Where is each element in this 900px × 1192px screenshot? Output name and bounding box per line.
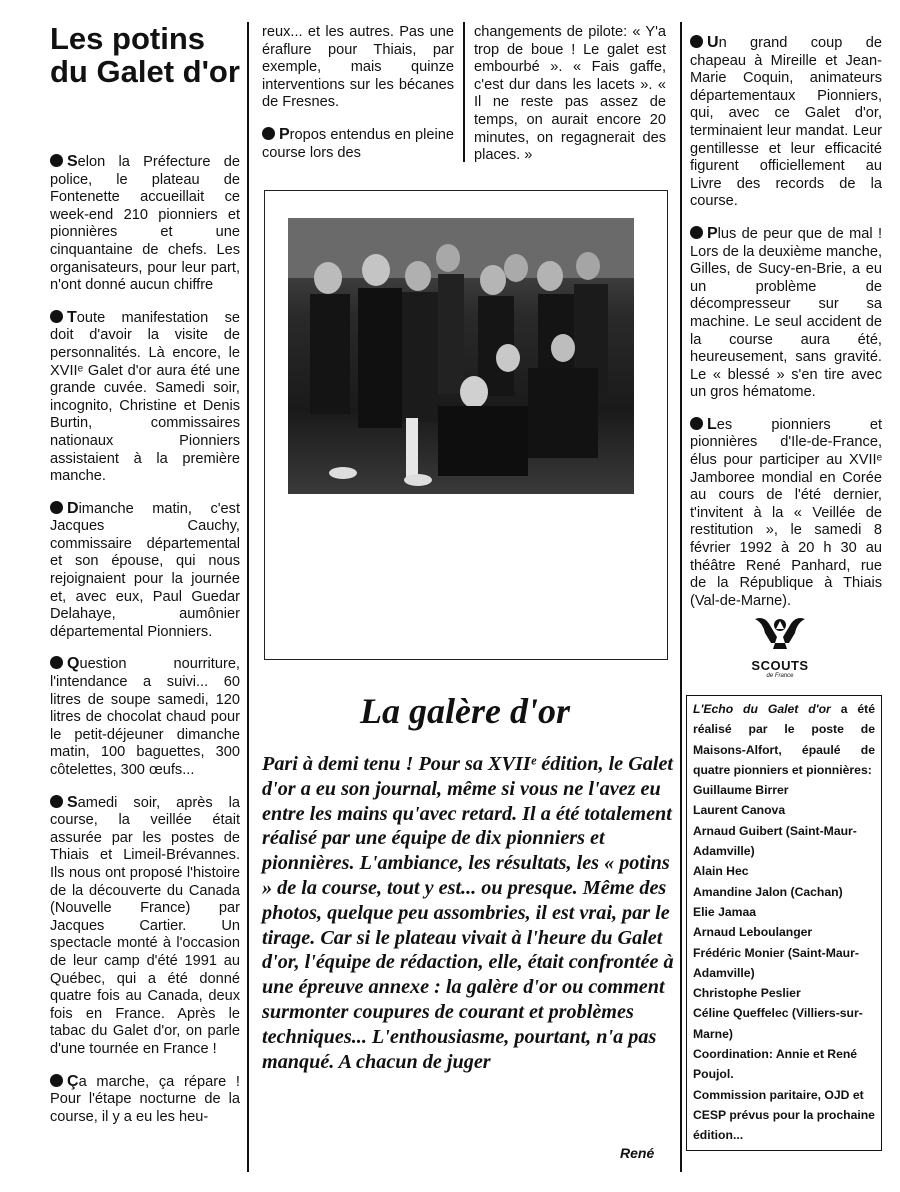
credit-name: Alain Hec: [693, 864, 749, 879]
bullet-icon: [690, 417, 703, 430]
paragraph: [474, 24, 666, 165]
credit-name: Arnaud Leboulanger: [693, 925, 813, 940]
bullet-icon: [690, 35, 703, 48]
credit-name: Christophe Peslier: [693, 986, 801, 1001]
paragraph-text: changements de pilote: « Y'a trop de boue ! Le galet est embourbé ». « Fais gaffe, c'est dur dans les lacets ». « Il ne reste pas assez de temps, on aurait encore 20 minutes, on regagnerait des places. »: [474, 24, 666, 164]
paragraph: [690, 34, 882, 211]
paragraph-text: es pionniers et pionnières d'Ile-de-France, élus pour participer au XVIIᵉ Jamboree mondial en Corée au cours de l'été dernier, t'invitent à la « Veillée de restitution », le samedi 8 février 1992 à 20 h 30 au théâtre René Panhard, rue de la République à Thiais (Val-de-Marne).: [690, 416, 882, 609]
bullet-icon: [50, 501, 63, 514]
galere-signature: René: [620, 1145, 655, 1161]
credit-name: Laurent Canova: [693, 803, 786, 818]
credit-name: Elie Jamaa: [693, 904, 757, 919]
credits-coordination: Coordination: Annie et René Poujol.: [693, 1047, 858, 1082]
group-photo: [288, 218, 634, 494]
paragraph-text: lus de peur que de mal ! Lors de la deuxième manche, Gilles, de Sucy-en-Brie, a eu un problème de décompresseur sur sa machine. Le seul accident de la course aura été, heureusement, sans gravité. Le « blessé » s'en tire avec un gros hématome.: [690, 225, 882, 401]
paragraph-text: n grand coup de chapeau à Mireille et Jean-Marie Coquin, animateurs départementaux Pionniers, qui, avec ce Galet d'or, terminaient leur mandat. Leur gentillesse et leur efficacité figurent officiellement au Livre des records de la course.: [690, 35, 882, 210]
paragraph: [690, 225, 882, 402]
paragraph-text: oute manifestation se doit d'avoir la visite de personnalités. Là encore, le XVIIᵉ Galet d'or aura été une grande cuvée. Samedi soir, incognito, Christine et Denis Burtin, commissaires nationaux Pionniers assistaient à la première manche.: [50, 309, 240, 485]
logo-sub: de France: [766, 673, 794, 679]
drop-initial: U: [707, 34, 719, 51]
column-4: [690, 34, 882, 624]
paragraph-text: uestion nourriture, l'intendance a suivi... 60 litres de soupe samedi, 120 litres de chocolat chaud pour le petit-déjeuner dimanche matin, 100 baguettes, 300 côtelettes, 300 œufs...: [50, 656, 240, 778]
page-title: Les potins du Galet d'or: [50, 21, 240, 89]
credits-intro: [693, 699, 875, 780]
paragraph: [50, 655, 240, 779]
column-rule-1: [247, 22, 249, 1172]
credit-name: Arnaud Guibert (Saint-Maur-Adamville): [693, 823, 857, 859]
drop-initial: Ç: [67, 1072, 79, 1090]
galere-body: Pari à demi tenu ! Pour sa XVIIᵉ édition, le Galet d'or a eu son journal, même si vous ne l'avez eu entre les mains qu'avec retard. Il a été totalement réalisé par une équipe de dix pionniers et pionnières. L'ambiance, les résultats, les « potins » de la course, tout y est... ou presque. Même des photos, quelque peu assombries, il est vrai, par le tirage. Car si le plateau vivait à l'heure du Galet d'or, l'équipe de rédaction, elle, était confrontée à une épreuve annexe : la galère d'or ou comment surmonter coupures de courant et problèmes techniques... L'enthousiasme, pourtant, n'a pas manqué. A chacun de juger: [262, 753, 674, 1073]
paragraph-text: reux... et les autres. Pas une éraflure pour Thiais, par exemple, mais quinze interventions sur les bécanes de Fresnes.: [262, 24, 454, 111]
bullet-icon: [50, 795, 63, 808]
column-rule-2: [463, 22, 465, 162]
scouts-emblem-icon: [751, 613, 809, 653]
column-2: [262, 24, 454, 176]
bullet-icon: [50, 1074, 63, 1087]
bullet-icon: [690, 226, 703, 239]
drop-initial: Q: [67, 655, 80, 673]
drop-initial: P: [279, 125, 290, 143]
drop-initial: S: [67, 793, 78, 811]
column-3: [474, 24, 666, 179]
credit-name: Céline Queffelec (Villiers-sur-Marne): [693, 1006, 863, 1041]
bullet-icon: [50, 310, 63, 323]
drop-initial: D: [67, 499, 79, 517]
scouts-logo: [740, 613, 820, 679]
credit-name: Frédéric Monier (Saint-Maur-Adamville): [693, 945, 859, 980]
paragraph-text: elon la Préfecture de police, le plateau de Fontenette accueillait ce week-end 210 pionniers et pionnières et une cinquantaine de chefs. Les organisateurs, pour leur part, n'ont donné aucun chiffre: [50, 154, 240, 294]
column-1: [50, 153, 240, 1140]
paragraph: [50, 153, 240, 295]
credits-intro-title: L'Echo du Galet d'or: [693, 702, 831, 716]
bullet-icon: [262, 127, 275, 140]
bullet-icon: [50, 154, 63, 167]
drop-initial: T: [67, 308, 77, 326]
credits-intro-text: a été réalisé par le poste de Maisons-Alfort, épaulé de quatre pionniers et pionnières:: [693, 702, 875, 777]
paragraph: [262, 24, 454, 112]
paragraph: [50, 309, 240, 486]
drop-initial: P: [707, 224, 718, 242]
paragraph: [690, 416, 882, 611]
paragraph-text: amedi soir, après la course, la veillée était assurée par les postes de Thiais et Limeil-Brévannes. Ils nous ont proposé l'histoire de la découverte du Canada (Nouvelle France) par Jacques Cartier. Un spectacle monté à l'occasion de leur camp d'été 1991 au Québec, qui a été donné quatre fois au Canada, deux fois en France. Après le tabac du Galet d'or, on parle d'une tournée en France !: [50, 794, 240, 1057]
paragraph: [262, 126, 454, 162]
galere-title: La galère d'or: [360, 691, 570, 731]
credits-box: [686, 695, 882, 1151]
paragraph-text: a marche, ça répare ! Pour l'étape nocturne de la course, il y a eu les heu-: [50, 1073, 240, 1125]
credits-names: [693, 780, 875, 1044]
paragraph: [50, 1073, 240, 1127]
photo-frame: [264, 190, 668, 660]
logo-word: SCOUTS: [751, 658, 809, 673]
credit-name: Amandine Jalon (Cachan): [693, 884, 843, 899]
drop-initial: L: [707, 415, 717, 433]
paragraph-text: ropos entendus en pleine course lors des: [262, 126, 454, 161]
column-rule-3: [680, 22, 682, 1172]
credits-commission: Commission paritaire, OJD et CESP prévus pour la prochaine édition...: [693, 1087, 875, 1143]
paragraph: [50, 500, 240, 642]
paragraph: [50, 794, 240, 1059]
bullet-icon: [50, 656, 63, 669]
drop-initial: S: [67, 153, 78, 170]
credit-name: Guillaume Birrer: [693, 783, 789, 798]
paragraph-text: imanche matin, c'est Jacques Cauchy, commissaire départemental et son épouse, qui nous rejoignaient pour la journée et, avec eux, Paul Guedar Delahaye, aumônier départemental Pionniers.: [50, 500, 240, 640]
